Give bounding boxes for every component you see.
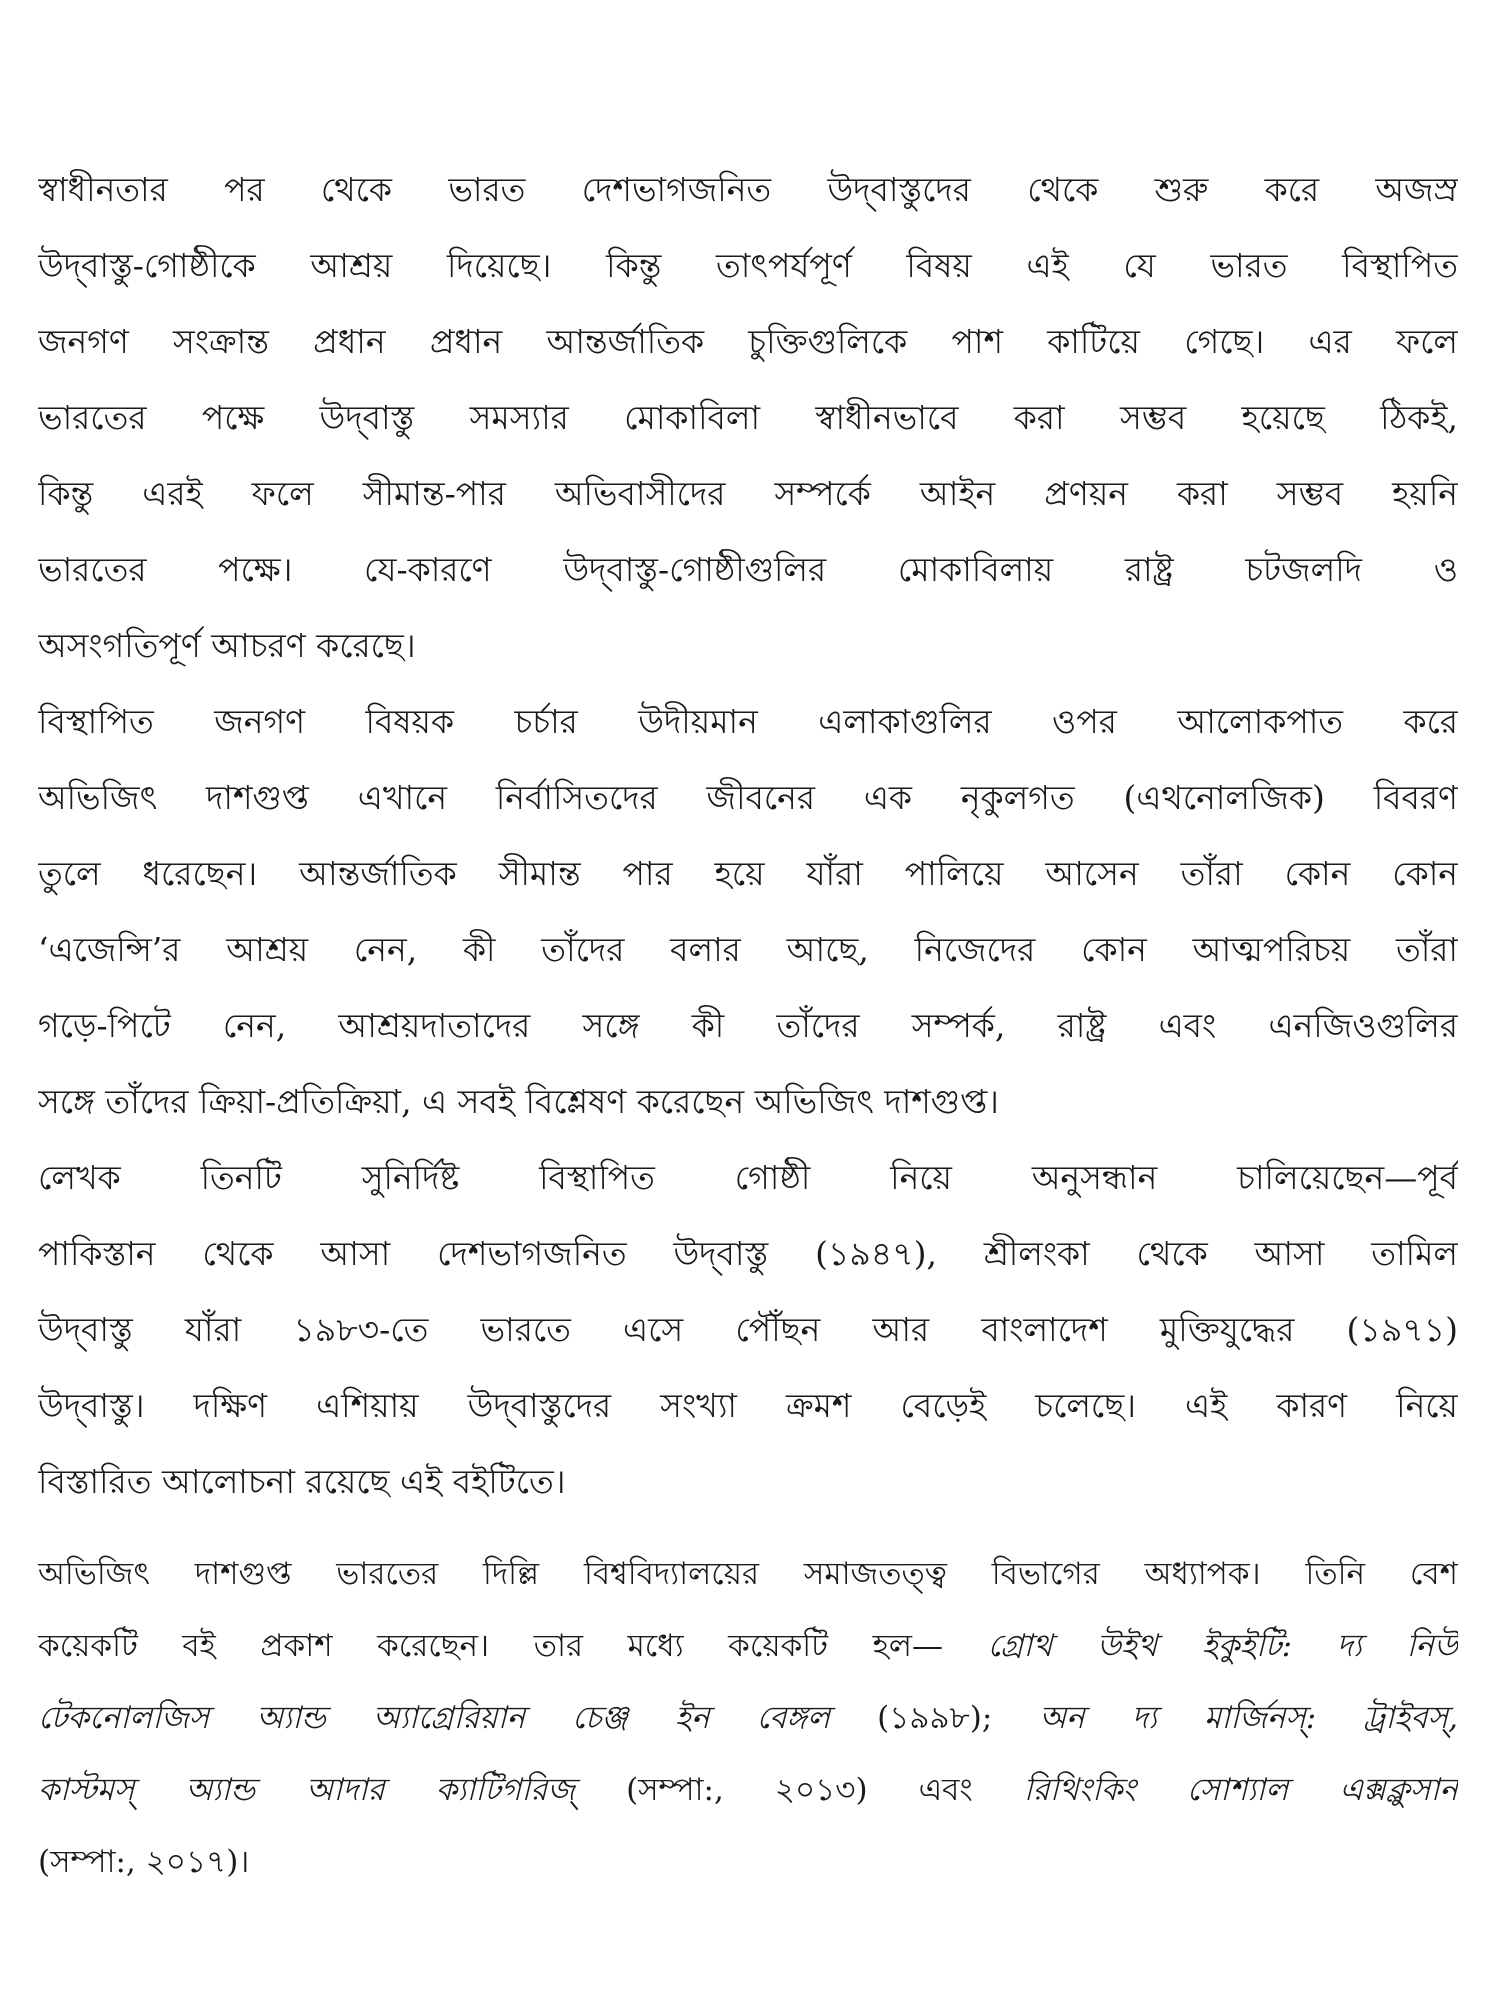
description-line: তুলে ধরেছেন। আন্তর্জাতিক সীমান্ত পার হয়ে যাঁরা পালিয়ে আসেন তাঁরা কোন কোন [38,854,1458,893]
author-bio-line [38,1610,1458,1682]
description-line: উদ্‌বাস্তু। দক্ষিণ এশিয়ায় উদ্‌বাস্তুদের সংখ্যা ক্রমশ বেড়েই চলেছে। এই কারণ নিয়ে [38,1386,1458,1425]
description-line: অসংগতিপূর্ণ আচরণ করেছে। [38,626,416,665]
author-bio-line: (সম্পা:, ২০১৭)। [38,1844,250,1880]
author-bio-text: কয়েকটি বই প্রকাশ করেছেন। তার মধ্যে কয়েকটি হল— [38,1628,943,1664]
description-line: গড়ে-পিটে নেন, আশ্রয়দাতাদের সঙ্গে কী তাঁদের সম্পর্ক, রাষ্ট্র এবং এনজিওগুলির [38,1006,1458,1045]
author-bio-line: অভিজিৎ দাশগুপ্ত ভারতের দিল্লি বিশ্ববিদ্যালয়ের সমাজতত্ত্ব বিভাগের অধ্যাপক। তিনি বেশ [38,1556,1458,1592]
description-line: স্বাধীনতার পর থেকে ভারত দেশভাগজনিত উদ্‌বাস্তুদের থেকে শুরু করে অজস্র [38,170,1458,209]
book-title: গ্রোথ উইথ ইকুইটি: দ্য নিউ [987,1628,1458,1664]
book-description [38,152,1458,1520]
author-bio [38,1538,1458,1898]
book-title: রিথিংকিং সোশ্যাল এক্সক্লুসান [1023,1772,1458,1808]
description-line: পাকিস্তান থেকে আসা দেশভাগজনিত উদ্‌বাস্তু (১৯৪৭), শ্রীলংকা থেকে আসা তামিল [38,1234,1458,1273]
description-line: ভারতের পক্ষে। যে-কারণে উদ্‌বাস্তু-গোষ্ঠীগুলির মোকাবিলায় রাষ্ট্র চটজলদি ও [38,550,1458,589]
book-year: (১৯৯৮); [830,1700,1040,1736]
book-title: টেকনোলজিস অ্যান্ড অ্যাগ্রেরিয়ান চেঞ্জ ইন বেঙ্গল [38,1700,831,1736]
description-line: সঙ্গে তাঁদের ক্রিয়া-প্রতিক্রিয়া, এ সবই বিশ্লেষণ করেছেন অভিজিৎ দাশগুপ্ত। [38,1082,999,1121]
description-line: উদ্‌বাস্তু-গোষ্ঠীকে আশ্রয় দিয়েছে। কিন্তু তাৎপর্যপূর্ণ বিষয় এই যে ভারত বিস্থাপিত [38,246,1458,285]
description-line: কিন্তু এরই ফলে সীমান্ত-পার অভিবাসীদের সম্পর্কে আইন প্রণয়ন করা সম্ভব হয়নি [38,474,1458,513]
description-line: জনগণ সংক্রান্ত প্রধান প্রধান আন্তর্জাতিক চুক্তিগুলিকে পাশ কাটিয়ে গেছে। এর ফলে [38,322,1458,361]
description-line: বিস্তারিত আলোচনা রয়েছে এই বইটিতে। [38,1462,566,1501]
description-line: ভারতের পক্ষে উদ্‌বাস্তু সমস্যার মোকাবিলা স্বাধীনভাবে করা সম্ভব হয়েছে ঠিকই, [38,398,1458,437]
book-year: (সম্পা:, ২০১৩) এবং [575,1772,1024,1808]
description-line: উদ্‌বাস্তু যাঁরা ১৯৮৩-তে ভারতে এসে পৌঁছন আর বাংলাদেশ মুক্তিযুদ্ধের (১৯৭১) [38,1310,1458,1349]
book-title: অন দ্য মার্জিনস্: ট্রাইবস্, [1039,1700,1458,1736]
description-line: ‘এজেন্সি’র আশ্রয় নেন, কী তাঁদের বলার আছে, নিজেদের কোন আত্মপরিচয় তাঁরা [38,930,1458,969]
description-line: লেখক তিনটি সুনির্দিষ্ট বিস্থাপিত গোষ্ঠী নিয়ে অনুসন্ধান চালিয়েছেন—পূর্ব [38,1158,1458,1197]
book-title: কাস্টমস্ অ্যান্ড আদার ক্যাটিগরিজ্ [38,1772,576,1808]
author-bio-line [38,1682,1458,1754]
description-line: বিস্থাপিত জনগণ বিষয়ক চর্চার উদীয়মান এলাকাগুলির ওপর আলোকপাত করে [38,702,1458,741]
author-bio-line [38,1754,1458,1826]
description-line: অভিজিৎ দাশগুপ্ত এখানে নির্বাসিতদের জীবনের এক নৃকুলগত (এথনোলজিক) বিবরণ [38,778,1458,817]
